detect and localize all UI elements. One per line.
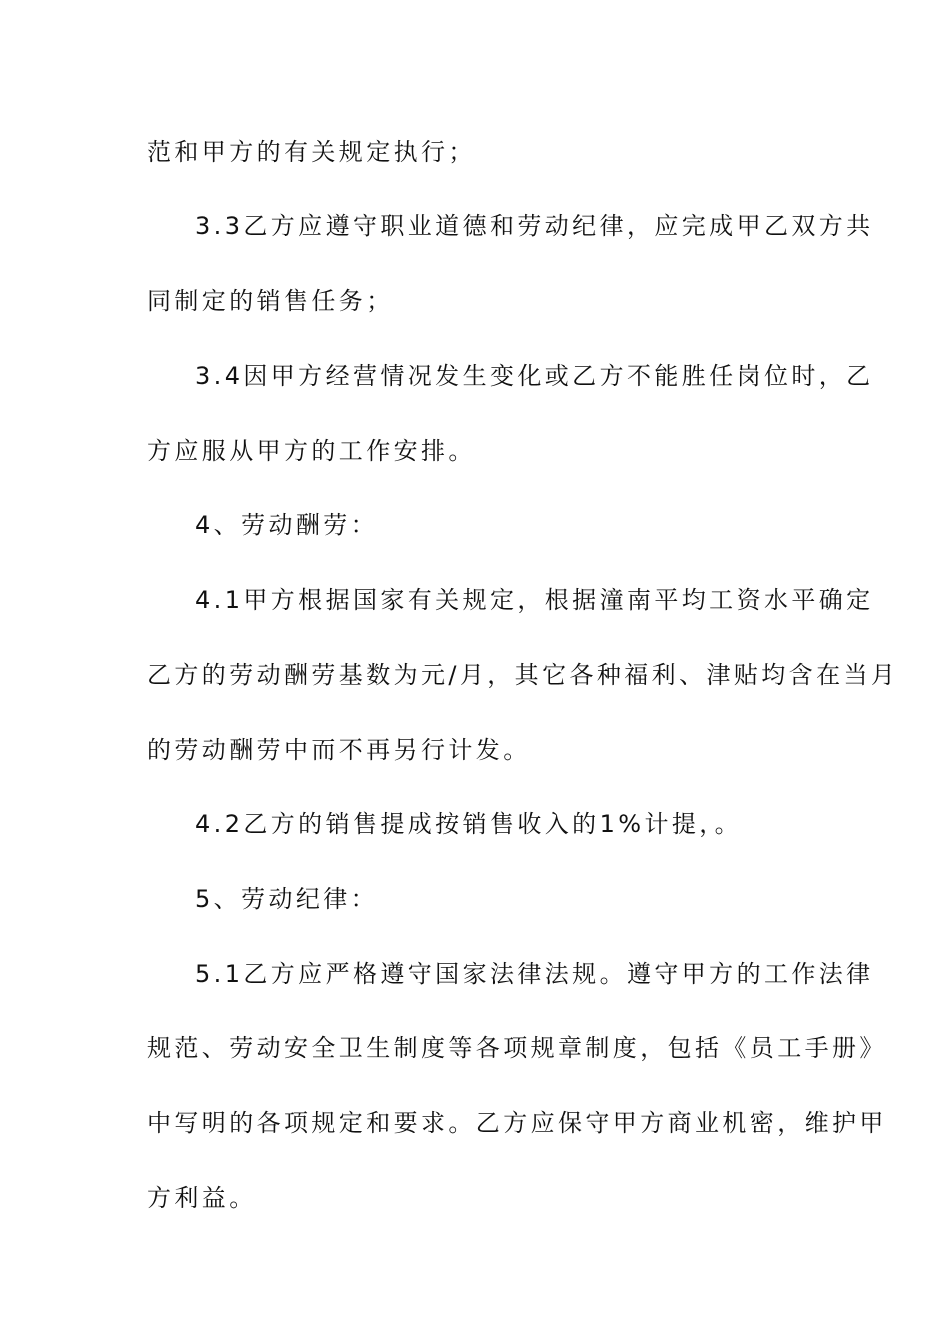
- text-line: 规范、劳动安全卫生制度等各项规章制度，包括《员工手册》: [147, 1034, 887, 1062]
- text-line: 5.1乙方应严格遵守国家法律法规。遵守甲方的工作法律: [195, 960, 874, 988]
- text-line: 4.2乙方的销售提成按销售收入的1%计提，。: [195, 810, 743, 838]
- text-line: 乙方的劳动酬劳基数为元/月，其它各种福利、津贴均含在当月: [147, 661, 899, 689]
- text-line: 3.3乙方应遵守职业道德和劳动纪律，应完成甲乙双方共: [195, 212, 874, 240]
- text-line: 范和甲方的有关规定执行；: [147, 138, 476, 166]
- text-line: 4.1甲方根据国家有关规定，根据潼南平均工资水平确定: [195, 586, 874, 614]
- text-line: 方应服从甲方的工作安排。: [147, 437, 476, 465]
- text-line: 中写明的各项规定和要求。乙方应保守甲方商业机密，维护甲: [147, 1109, 887, 1137]
- text-line: 同制定的销售任务；: [147, 287, 394, 315]
- section-heading: 4、劳动酬劳：: [195, 511, 379, 539]
- text-line: 方利益。: [147, 1184, 257, 1212]
- text-line: 3.4因甲方经营情况发生变化或乙方不能胜任岗位时，乙: [195, 362, 874, 390]
- section-heading: 5、劳动纪律：: [195, 885, 379, 913]
- text-line: 的劳动酬劳中而不再另行计发。: [147, 736, 531, 764]
